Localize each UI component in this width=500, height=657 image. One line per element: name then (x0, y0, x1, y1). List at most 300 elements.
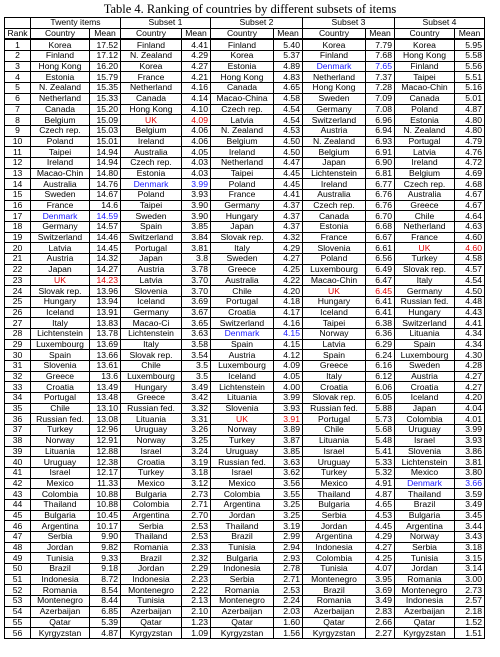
country-cell: Estonia (395, 115, 455, 126)
country-cell: Croatia (121, 457, 182, 468)
table-row (5, 232, 485, 243)
rank-cell: 16 (5, 200, 31, 211)
rank-cell: 50 (5, 564, 31, 575)
country-cell: Poland (303, 254, 366, 265)
mean-cell: 6.56 (366, 254, 395, 265)
country-cell: Azerbaijan (395, 606, 455, 617)
mean-cell: 2.57 (455, 596, 485, 607)
group-header-subset-2: Subset 2 (211, 18, 303, 29)
country-cell: Czech rep. (395, 179, 455, 190)
country-cell: Latvia (303, 339, 366, 350)
rank-cell: 32 (5, 371, 31, 382)
table-row (5, 83, 485, 94)
country-cell: Greece (211, 264, 274, 275)
rank-cell: 28 (5, 328, 31, 339)
rank-cell: 3 (5, 61, 31, 72)
country-cell: Russian fed. (395, 296, 455, 307)
mean-cell: 4.34 (455, 339, 485, 350)
country-cell: Norway (303, 328, 366, 339)
rank-cell: 21 (5, 254, 31, 265)
mean-cell: 4.50 (455, 286, 485, 297)
country-cell: Switzerland (395, 318, 455, 329)
country-cell: Russian fed. (211, 457, 274, 468)
country-cell: Latvia (211, 115, 274, 126)
country-cell: Hong Kong (211, 72, 274, 83)
mean-cell: 4.47 (274, 157, 303, 168)
country-cell: Thailand (303, 489, 366, 500)
table-row (5, 617, 485, 628)
mean-cell: 4.79 (455, 136, 485, 147)
mean-cell: 13.96 (90, 286, 121, 297)
rank-cell: 20 (5, 243, 31, 254)
mean-cell: 14.27 (90, 264, 121, 275)
mean-cell: 5.33 (366, 457, 395, 468)
group-header-subset-1: Subset 1 (121, 18, 211, 29)
mean-cell: 4.48 (455, 296, 485, 307)
mean-cell: 9.18 (90, 564, 121, 575)
country-cell: Sweden (395, 361, 455, 372)
mean-cell: 3.87 (274, 435, 303, 446)
table-row (5, 403, 485, 414)
country-cell: Montenegro (303, 574, 366, 585)
mean-cell: 4.58 (274, 93, 303, 104)
country-cell: Sweden (121, 211, 182, 222)
country-cell: Portugal (31, 393, 90, 404)
mean-cell: 6.68 (366, 222, 395, 233)
mean-cell: 2.10 (182, 606, 211, 617)
country-cell: Lichtenstein (31, 328, 90, 339)
country-cell: Germany (121, 307, 182, 318)
mean-cell: 3.70 (182, 275, 211, 286)
country-cell: Hungary (31, 296, 90, 307)
country-cell: Montenegro (31, 596, 90, 607)
mean-cell: 14.76 (90, 179, 121, 190)
table-row (5, 307, 485, 318)
country-cell: Mexico (31, 478, 90, 489)
rank-cell: 39 (5, 446, 31, 457)
mean-cell: 5.51 (455, 72, 485, 83)
mean-cell: 4.12 (274, 350, 303, 361)
mean-cell: 4.60 (455, 243, 485, 254)
rank-cell: 7 (5, 104, 31, 115)
mean-cell: 3.55 (274, 489, 303, 500)
mean-cell: 3.91 (274, 414, 303, 425)
table-row (5, 574, 485, 585)
table-row (5, 446, 485, 457)
mean-cell: 1.56 (274, 628, 303, 639)
country-cell: Croatia (211, 307, 274, 318)
country-cell: Netherland (121, 83, 182, 94)
mean-cell: 9.33 (90, 553, 121, 564)
country-cell: France (121, 72, 182, 83)
mean-cell: 4.29 (274, 243, 303, 254)
country-header: Country (121, 28, 182, 39)
country-cell: N. Zealand (31, 83, 90, 94)
country-cell: Poland (395, 104, 455, 115)
mean-cell: 13.78 (90, 328, 121, 339)
rank-cell: 6 (5, 93, 31, 104)
country-cell: Chile (31, 403, 90, 414)
ranking-table-body (5, 39, 485, 638)
mean-cell: 3.18 (182, 467, 211, 478)
country-cell: Jordan (31, 542, 90, 553)
table-row (5, 393, 485, 404)
country-cell: Lituania (121, 414, 182, 425)
country-cell: Sweden (31, 190, 90, 201)
ranking-table (4, 17, 485, 639)
mean-cell: 4.37 (274, 211, 303, 222)
country-cell: Latvia (395, 147, 455, 158)
mean-cell: 4.10 (182, 104, 211, 115)
country-cell: Lituania (211, 393, 274, 404)
country-cell: Tunisia (121, 596, 182, 607)
mean-cell: 4.54 (274, 104, 303, 115)
rank-cell: 48 (5, 542, 31, 553)
country-cell: Colombia (31, 489, 90, 500)
mean-cell: 5.68 (366, 425, 395, 436)
mean-cell: 4.32 (274, 232, 303, 243)
mean-cell: 4.67 (455, 200, 485, 211)
rank-cell: 44 (5, 499, 31, 510)
mean-cell: 5.32 (366, 467, 395, 478)
country-cell: Lituania (303, 435, 366, 446)
mean-cell: 6.70 (366, 211, 395, 222)
mean-cell: 4.29 (182, 51, 211, 62)
mean-cell: 10.17 (90, 521, 121, 532)
country-cell: Canada (31, 104, 90, 115)
country-cell: Argentina (303, 532, 366, 543)
country-cell: France (395, 232, 455, 243)
country-cell: Qatar (31, 617, 90, 628)
table-row (5, 499, 485, 510)
mean-cell: 3.8 (182, 254, 211, 265)
country-cell: Spain (121, 222, 182, 233)
country-cell: UK (211, 414, 274, 425)
mean-cell: 2.53 (182, 532, 211, 543)
mean-cell: 4.14 (182, 93, 211, 104)
country-cell: Czech rep. (121, 157, 182, 168)
table-row (5, 414, 485, 425)
mean-cell: 3.89 (274, 425, 303, 436)
country-cell: Switzerland (31, 232, 90, 243)
country-cell: Estonia (303, 222, 366, 233)
country-cell: Lichtenstein (211, 382, 274, 393)
country-cell: Denmark (395, 478, 455, 489)
country-cell: Iceland (303, 307, 366, 318)
country-cell: Canada (121, 93, 182, 104)
mean-cell: 14.59 (90, 211, 121, 222)
mean-cell: 4.06 (182, 136, 211, 147)
mean-cell: 6.94 (366, 125, 395, 136)
mean-cell: 3.19 (274, 521, 303, 532)
mean-cell: 4.29 (366, 532, 395, 543)
mean-cell: 13.66 (90, 350, 121, 361)
mean-cell: 3.58 (182, 339, 211, 350)
rank-cell: 22 (5, 264, 31, 275)
country-cell: Slovenia (211, 403, 274, 414)
mean-cell: 3.59 (455, 489, 485, 500)
mean-cell: 4.53 (274, 125, 303, 136)
country-cell: Finland (303, 51, 366, 62)
mean-cell: 4.25 (366, 553, 395, 564)
country-cell: France (211, 190, 274, 201)
country-cell: Kyrgyzstan (211, 628, 274, 639)
country-cell: Macao-China (211, 93, 274, 104)
mean-cell: 2.27 (366, 628, 395, 639)
country-cell: Brazil (303, 585, 366, 596)
rank-cell: 49 (5, 553, 31, 564)
country-cell: Ireland (121, 136, 182, 147)
mean-cell: 4.45 (274, 168, 303, 179)
country-cell: Turkey (31, 425, 90, 436)
mean-cell: 2.66 (366, 617, 395, 628)
country-header: Country (395, 28, 455, 39)
mean-cell: 2.23 (182, 574, 211, 585)
mean-cell: 2.53 (274, 585, 303, 596)
mean-cell: 4.09 (182, 115, 211, 126)
country-cell: Australia (303, 190, 366, 201)
mean-cell: 13.91 (90, 307, 121, 318)
table-row (5, 457, 485, 468)
mean-cell: 14.23 (90, 275, 121, 286)
country-cell: Greece (31, 371, 90, 382)
country-cell: Switzerland (211, 318, 274, 329)
rank-cell: 18 (5, 222, 31, 233)
mean-cell: 15.01 (90, 136, 121, 147)
country-cell: Russian fed. (303, 403, 366, 414)
country-cell: Slovenia (31, 361, 90, 372)
country-cell: Taipei (121, 200, 182, 211)
mean-cell: 4.01 (455, 414, 485, 425)
rank-cell: 26 (5, 307, 31, 318)
mean-cell: 2.71 (182, 499, 211, 510)
country-cell: Turkey (211, 435, 274, 446)
mean-cell: 4.07 (366, 564, 395, 575)
country-cell: Latvia (121, 275, 182, 286)
mean-cell: 3.49 (455, 499, 485, 510)
table-row (5, 147, 485, 158)
country-cell: Taipei (31, 147, 90, 158)
rank-cell: 30 (5, 350, 31, 361)
country-cell: Russian fed. (31, 414, 90, 425)
mean-cell: 4.65 (274, 83, 303, 94)
mean-cell: 6.41 (366, 307, 395, 318)
table-row (5, 478, 485, 489)
country-cell: Tunisia (395, 553, 455, 564)
mean-cell: 3.5 (182, 361, 211, 372)
country-cell: Finland (395, 61, 455, 72)
country-cell: UK (121, 115, 182, 126)
mean-cell: 3.25 (274, 499, 303, 510)
country-cell: Argentina (395, 521, 455, 532)
rank-cell: 25 (5, 296, 31, 307)
mean-cell: 10.45 (90, 510, 121, 521)
mean-cell: 4.37 (274, 200, 303, 211)
country-cell: UK (31, 275, 90, 286)
country-cell: Slovak rep. (211, 232, 274, 243)
table-row (5, 157, 485, 168)
table-row (5, 328, 485, 339)
country-cell: N. Zealand (121, 51, 182, 62)
country-header: Country (211, 28, 274, 39)
country-cell: Slovak rep. (121, 350, 182, 361)
country-cell: Latvia (31, 243, 90, 254)
mean-cell: 4.05 (182, 147, 211, 158)
country-cell: Jordan (211, 510, 274, 521)
country-cell: Thailand (121, 532, 182, 543)
country-cell: Luxembourg (121, 371, 182, 382)
mean-cell: 8.44 (90, 596, 121, 607)
mean-cell: 3.69 (182, 296, 211, 307)
country-cell: Hungary (395, 307, 455, 318)
country-cell: Hong Kong (303, 83, 366, 94)
mean-cell: 4.27 (182, 61, 211, 72)
rank-cell: 27 (5, 318, 31, 329)
table-row (5, 61, 485, 72)
mean-cell: 4.83 (274, 72, 303, 83)
country-cell: Sweden (211, 254, 274, 265)
table-row (5, 93, 485, 104)
mean-cell: 4.16 (274, 318, 303, 329)
country-cell: Ireland (211, 147, 274, 158)
country-cell: Belgium (121, 125, 182, 136)
country-cell: Lichtenstein (303, 168, 366, 179)
rank-cell: 52 (5, 585, 31, 596)
country-cell: Uruguay (303, 457, 366, 468)
mean-cell: 15.09 (90, 115, 121, 126)
mean-cell: 3.32 (182, 403, 211, 414)
rank-cell: 31 (5, 361, 31, 372)
mean-cell: 14.46 (90, 232, 121, 243)
country-cell: Macao-Ci (121, 318, 182, 329)
country-cell: Spain (395, 339, 455, 350)
rank-cell: 1 (5, 39, 31, 50)
mean-header: Mean (182, 28, 211, 39)
mean-cell: 3.67 (182, 307, 211, 318)
mean-cell: 4.18 (274, 296, 303, 307)
mean-cell: 4.50 (274, 136, 303, 147)
table-row (5, 564, 485, 575)
mean-cell: 4.87 (90, 628, 121, 639)
mean-cell: 2.73 (455, 585, 485, 596)
country-cell: Israel (31, 467, 90, 478)
country-cell: Canada (395, 93, 455, 104)
country-cell: Iceland (31, 307, 90, 318)
country-cell: Israel (395, 435, 455, 446)
mean-cell: 4.27 (455, 371, 485, 382)
table-row (5, 553, 485, 564)
mean-cell: 3.25 (182, 435, 211, 446)
country-cell: Thailand (211, 521, 274, 532)
mean-cell: 14.67 (90, 190, 121, 201)
mean-cell: 7.28 (366, 83, 395, 94)
mean-cell: 4.25 (274, 264, 303, 275)
rank-cell: 9 (5, 125, 31, 136)
mean-cell: 2.93 (274, 553, 303, 564)
mean-cell: 3.70 (182, 286, 211, 297)
mean-cell: 11.33 (90, 478, 121, 489)
country-cell: Portugal (395, 136, 455, 147)
country-cell: Azerbaijan (31, 606, 90, 617)
table-row (5, 425, 485, 436)
country-cell: Indonesia (395, 596, 455, 607)
rank-cell: 2 (5, 51, 31, 62)
country-cell: UK (395, 243, 455, 254)
country-cell: Austria (31, 254, 90, 265)
mean-cell: 2.71 (274, 574, 303, 585)
mean-cell: 12.88 (90, 446, 121, 457)
country-cell: Bulgaria (31, 510, 90, 521)
country-cell: Belgium (303, 147, 366, 158)
mean-cell: 3.14 (455, 564, 485, 575)
country-cell: Serbia (303, 510, 366, 521)
mean-cell: 3.90 (182, 211, 211, 222)
country-cell: Colombia (211, 489, 274, 500)
mean-cell: 3.80 (455, 467, 485, 478)
country-cell: Jordan (303, 521, 366, 532)
mean-cell: 3.18 (455, 542, 485, 553)
table-row (5, 361, 485, 372)
rank-cell: 37 (5, 425, 31, 436)
mean-cell: 6.90 (366, 157, 395, 168)
country-cell: Romania (303, 596, 366, 607)
country-cell: Mexico (121, 478, 182, 489)
table-row (5, 264, 485, 275)
country-cell: Hong Kong (121, 104, 182, 115)
mean-cell: 3.49 (182, 382, 211, 393)
mean-cell: 3.86 (455, 446, 485, 457)
mean-cell: 3.26 (182, 425, 211, 436)
country-cell: Luxembourg (31, 339, 90, 350)
mean-cell: 3.56 (274, 478, 303, 489)
mean-cell: 4.54 (274, 115, 303, 126)
mean-cell: 5.39 (90, 617, 121, 628)
rank-cell: 55 (5, 617, 31, 628)
mean-cell: 10.88 (90, 489, 121, 500)
mean-cell: 7.09 (366, 93, 395, 104)
mean-cell: 12.17 (90, 467, 121, 478)
country-cell: Montenegro (121, 585, 182, 596)
mean-cell: 6.05 (366, 393, 395, 404)
mean-cell: 6.91 (366, 147, 395, 158)
mean-cell: 5.56 (455, 61, 485, 72)
country-cell: Greece (303, 361, 366, 372)
mean-cell: 4.09 (274, 361, 303, 372)
country-cell: UK (303, 286, 366, 297)
table-row (5, 371, 485, 382)
country-cell: Colombia (395, 414, 455, 425)
mean-cell: 3.00 (455, 574, 485, 585)
mean-cell: 4.28 (455, 361, 485, 372)
mean-cell: 6.06 (366, 382, 395, 393)
country-cell: Azerbaijan (211, 606, 274, 617)
table-row (5, 350, 485, 361)
mean-cell: 4.43 (455, 307, 485, 318)
mean-cell: 4.20 (274, 286, 303, 297)
rank-cell: 24 (5, 286, 31, 297)
table-row (5, 275, 485, 286)
table-row (5, 296, 485, 307)
rank-cell: 8 (5, 115, 31, 126)
mean-cell: 3.69 (366, 585, 395, 596)
country-cell: Lituania (31, 446, 90, 457)
country-cell: Ireland (395, 157, 455, 168)
country-cell: Iceland (211, 371, 274, 382)
country-cell: Turkey (395, 254, 455, 265)
mean-cell: 14.94 (90, 157, 121, 168)
country-cell: Germany (31, 222, 90, 233)
country-cell: Italy (395, 275, 455, 286)
